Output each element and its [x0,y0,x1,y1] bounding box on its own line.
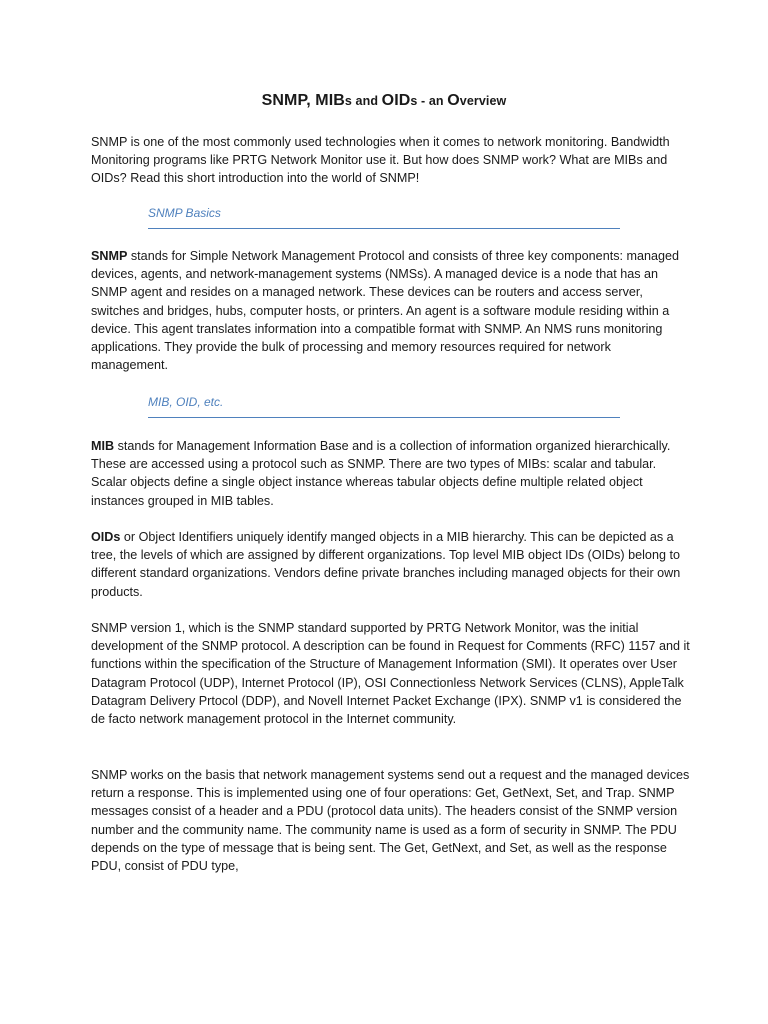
snmp-operations-paragraph: SNMP works on the basis that network management systems send out a request and the managed devices return a response. This is implemented using one of four operations: Get, GetNext, Set, and Trap. SNMP messages consist of a header and a PDU (protocol data units). The headers consist of the SNMP version number and the community name. The community name is used as a form of security in SNMP. The PDU depends on the type of message that is being sent. The Get, GetNext, and Set, as well as the response PDU, consist of PDU type, [91,768,690,874]
mib-definition: stands for Management Information Base and is a collection of information organized hierarchically. These are accessed using a protocol such as SNMP. There are two types of MIBs: scalar and tabular. Scalar objects define a single object instance whereas tabular objects define multiple related object instances grouped in MIB tables. [91,439,671,508]
oid-definition: or Object Identifiers uniquely identify manged objects in a MIB hierarchy. This can be depicted as a tree, the levels of which are assigned by different organizations. Top level MIB object IDs (OIDs) belong to different standard organizations. Vendors define private branches including managed objects for their own products. [91,530,681,599]
page-title [0,92,768,110]
snmp-definition: stands for Simple Network Management Protocol and consists of three key components: managed devices, agents, and network-management systems (NMSs). A managed device is a node that has an SNMP agent and resides on a managed network. These devices can be routers and access server, switches and bridges, hubs, computer hosts, or printers. An agent is a software module residing within a device. This agent translates information into a compatible format with SNMP. An NMS runs monitoring applications. They provide the bulk of processing and memory resources required for network management. [91,249,680,373]
oid-term: OIDs [91,530,121,544]
title-part-6: verview [459,94,507,108]
intro-paragraph: SNMP is one of the most commonly used technologies when it comes to network monitoring. Bandwidth Monitoring programs like PRTG Network Monitor use it. But how does SNMP work? What are MIBs and OIDs? Read this short introduction into the world of SNMP! [91,135,670,186]
snmp-version1-paragraph: SNMP version 1, which is the SNMP standard supported by PRTG Network Monitor, was the initial development of the SNMP protocol. A description can be found in Request for Comments (RFC) 1157 and it functions within the specification of the Structure of Management Information (SMI). It operates over User Datagram Protocol (UDP), Internet Protocol (IP), OSI Connectionless Network Services (CLNS), AppleTalk Datagram Delivery Prtocol (DDP), and Novell Internet Packet Exchange (IPX). SNMP v1 is considered the de facto network management protocol in the Internet community. [91,621,690,727]
mib-paragraph [91,437,691,510]
mib-term: MIB [91,439,115,453]
snmp-term: SNMP [91,249,128,263]
oid-paragraph [91,528,691,601]
section-heading-mib-oid: MIB, OID, etc. [148,395,620,418]
title-part-2: s and [344,94,382,108]
title-part-1: SNMP, MIB [261,92,345,109]
title-part-3: OID [381,92,411,109]
snmp-paragraph [91,247,691,374]
title-part-4: s - an [410,94,448,108]
title-part-5: O [447,92,460,109]
section-heading-snmp-basics: SNMP Basics [148,206,620,229]
